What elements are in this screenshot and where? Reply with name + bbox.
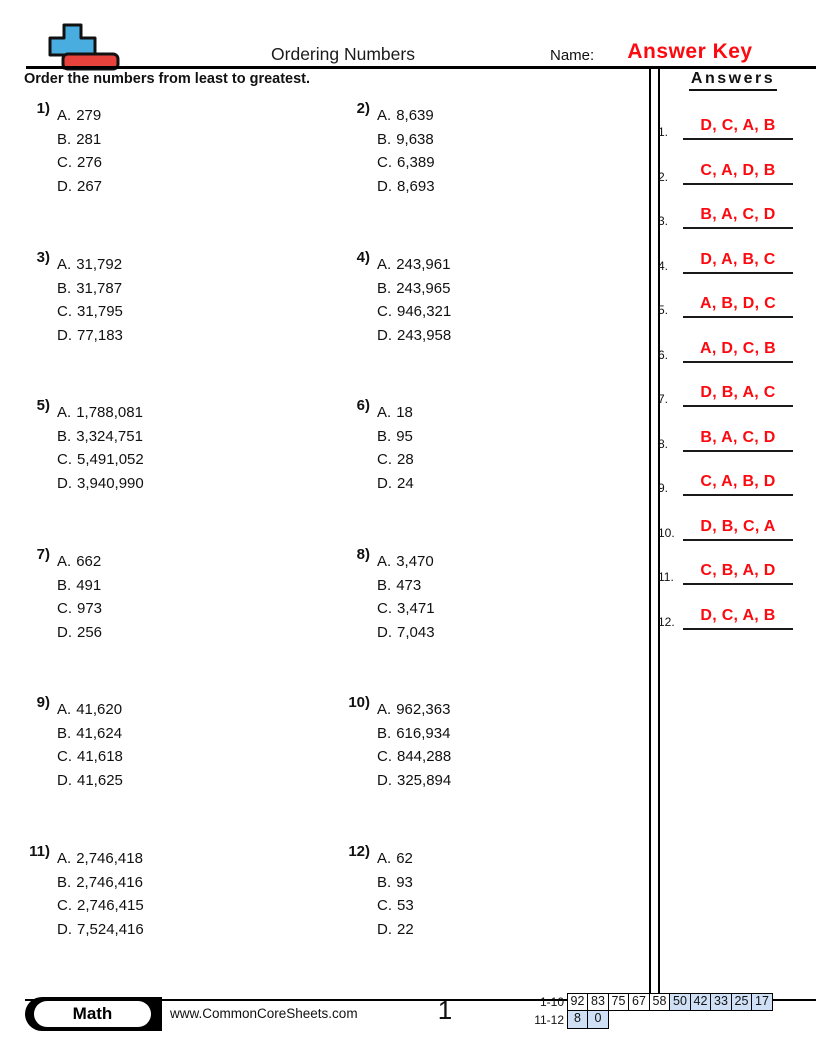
question-3 [24,249,324,348]
answer-value: C, A, B, D [683,473,793,496]
question-7 [24,546,324,645]
option-b: B. 9,638 [377,130,434,148]
option-a: A. 243,961 [377,256,451,273]
question-number: 7) [36,546,50,563]
option-c: C. 844,288 [377,748,452,766]
grade-row-label: 1-10 [539,995,564,1009]
option-c: C. 2,746,415 [57,897,144,915]
option-a: A. 1,788,081 [57,404,143,421]
answer-item-8: 8. B, A, C, D [650,426,810,452]
option-a: A. 8,639 [377,107,434,124]
answer-value: D, B, A, C [683,384,793,407]
option-c: C. 5,491,052 [57,451,144,469]
grade-cell: 8 [567,1010,589,1030]
grading-table [528,993,773,1029]
option-d: D. 22 [377,921,414,939]
option-d: D. 325,894 [377,772,452,790]
header-divider [26,66,816,69]
option-d: D. 7,524,416 [57,921,144,939]
question-1 [24,100,324,199]
option-d: D. 7,043 [377,624,435,642]
question-number: 3) [36,249,50,266]
subject-badge [25,997,162,1031]
answer-key-text: Answer Key [627,40,753,63]
question-number: 11) [29,843,50,860]
grade-cell: 17 [751,993,773,1011]
option-d: D. 243,958 [377,327,452,345]
answer-value: D, A, B, C [683,251,793,274]
option-b: B. 491 [57,576,102,594]
question-2 [344,100,644,199]
question-12 [344,843,644,942]
option-d: D. 267 [57,178,103,196]
option-d: D. 8,693 [377,178,435,196]
answer-item-4: 4. D, A, B, C [650,248,810,274]
option-c: C. 31,795 [57,303,123,321]
answer-item-6: 6. A, D, C, B [650,337,810,363]
option-a: A. 662 [57,553,102,570]
question-number: 10) [348,694,370,711]
option-c: C. 28 [377,451,414,469]
question-number: 8) [356,546,370,563]
option-a: A. 18 [377,404,413,421]
page-title: Ordering Numbers [271,44,415,64]
grade-cell: 50 [669,993,691,1011]
grade-row-2 [528,1011,773,1029]
option-c: C. 973 [57,600,103,618]
grade-cell: 58 [649,993,671,1011]
grade-cell: 83 [587,993,609,1011]
option-a: A. 2,746,418 [57,850,143,867]
option-b: B. 93 [377,873,413,891]
grade-cell: 75 [608,993,630,1011]
option-b: B. 41,624 [57,724,123,742]
grade-cell: 25 [731,993,753,1011]
grade-cell: 67 [628,993,650,1011]
option-b: B. 95 [377,427,413,445]
answer-value: C, B, A, D [683,562,793,585]
name-label: Name: [550,47,595,64]
option-d: D. 256 [57,624,103,642]
question-number: 9) [36,694,50,711]
instruction-text: Order the numbers from least to greatest. [24,71,311,87]
answer-value: B, A, C, D [683,206,793,229]
page-number: 1 [437,995,453,1025]
answer-item-7: 7. D, B, A, C [650,381,810,407]
subject-label: Math [34,1001,151,1027]
option-c: C. 41,618 [57,748,123,766]
option-c: C. 946,321 [377,303,452,321]
option-b: B. 2,746,416 [57,873,143,891]
question-10 [344,694,644,793]
answer-value: D, C, A, B [683,607,793,630]
answer-item-9: 9. C, A, B, D [650,470,810,496]
answer-item-10: 10. D, B, C, A [650,515,810,541]
answer-item-3: 3. B, A, C, D [650,203,810,229]
option-c: C. 53 [377,897,414,915]
answer-value: A, D, C, B [683,340,793,363]
answer-item-1: 1. D, C, A, B [650,114,810,140]
question-number: 2) [356,100,370,117]
answer-item-2: 2. C, A, D, B [650,159,810,185]
answer-item-5: 5. A, B, D, C [650,292,810,318]
grade-row-1 [528,993,773,1011]
question-number: 12) [348,843,370,860]
answers-header: Answers [650,70,816,91]
question-9 [24,694,324,793]
option-c: C. 3,471 [377,600,435,618]
answer-value: A, B, D, C [683,295,793,318]
grade-row-label: 11-12 [534,1013,564,1027]
option-a: A. 279 [57,107,102,124]
option-b: B. 281 [57,130,102,148]
option-a: A. 62 [377,850,413,867]
option-c: C. 276 [57,154,103,172]
grade-cell: 0 [587,1010,609,1030]
answer-item-11: 11. C, B, A, D [650,559,810,585]
option-b: B. 473 [377,576,422,594]
option-b: B. 243,965 [377,279,451,297]
option-b: B. 3,324,751 [57,427,143,445]
option-d: D. 24 [377,475,414,493]
question-8 [344,546,644,645]
question-number: 4) [356,249,370,266]
grade-cell: 42 [690,993,712,1011]
website-text: www.CommonCoreSheets.com [170,1006,358,1021]
answer-item-12: 12. D, C, A, B [650,604,810,630]
option-b: B. 616,934 [377,724,451,742]
grade-cell: 92 [567,993,589,1011]
option-d: D. 77,183 [57,327,123,345]
question-6 [344,397,644,496]
grade-cell: 33 [710,993,732,1011]
option-d: D. 41,625 [57,772,123,790]
option-c: C. 6,389 [377,154,435,172]
option-b: B. 31,787 [57,279,123,297]
question-number: 1) [36,100,50,117]
option-a: A. 31,792 [57,256,123,273]
question-11 [24,843,324,942]
option-a: A. 41,620 [57,701,123,718]
option-a: A. 3,470 [377,553,434,570]
option-a: A. 962,363 [377,701,451,718]
question-5 [24,397,324,496]
answer-value: D, C, A, B [683,117,793,140]
question-number: 6) [356,397,370,414]
answer-value: D, B, C, A [683,518,793,541]
option-d: D. 3,940,990 [57,475,144,493]
answer-value: C, A, D, B [683,162,793,185]
question-4 [344,249,644,348]
question-number: 5) [36,397,50,414]
answer-value: B, A, C, D [683,429,793,452]
